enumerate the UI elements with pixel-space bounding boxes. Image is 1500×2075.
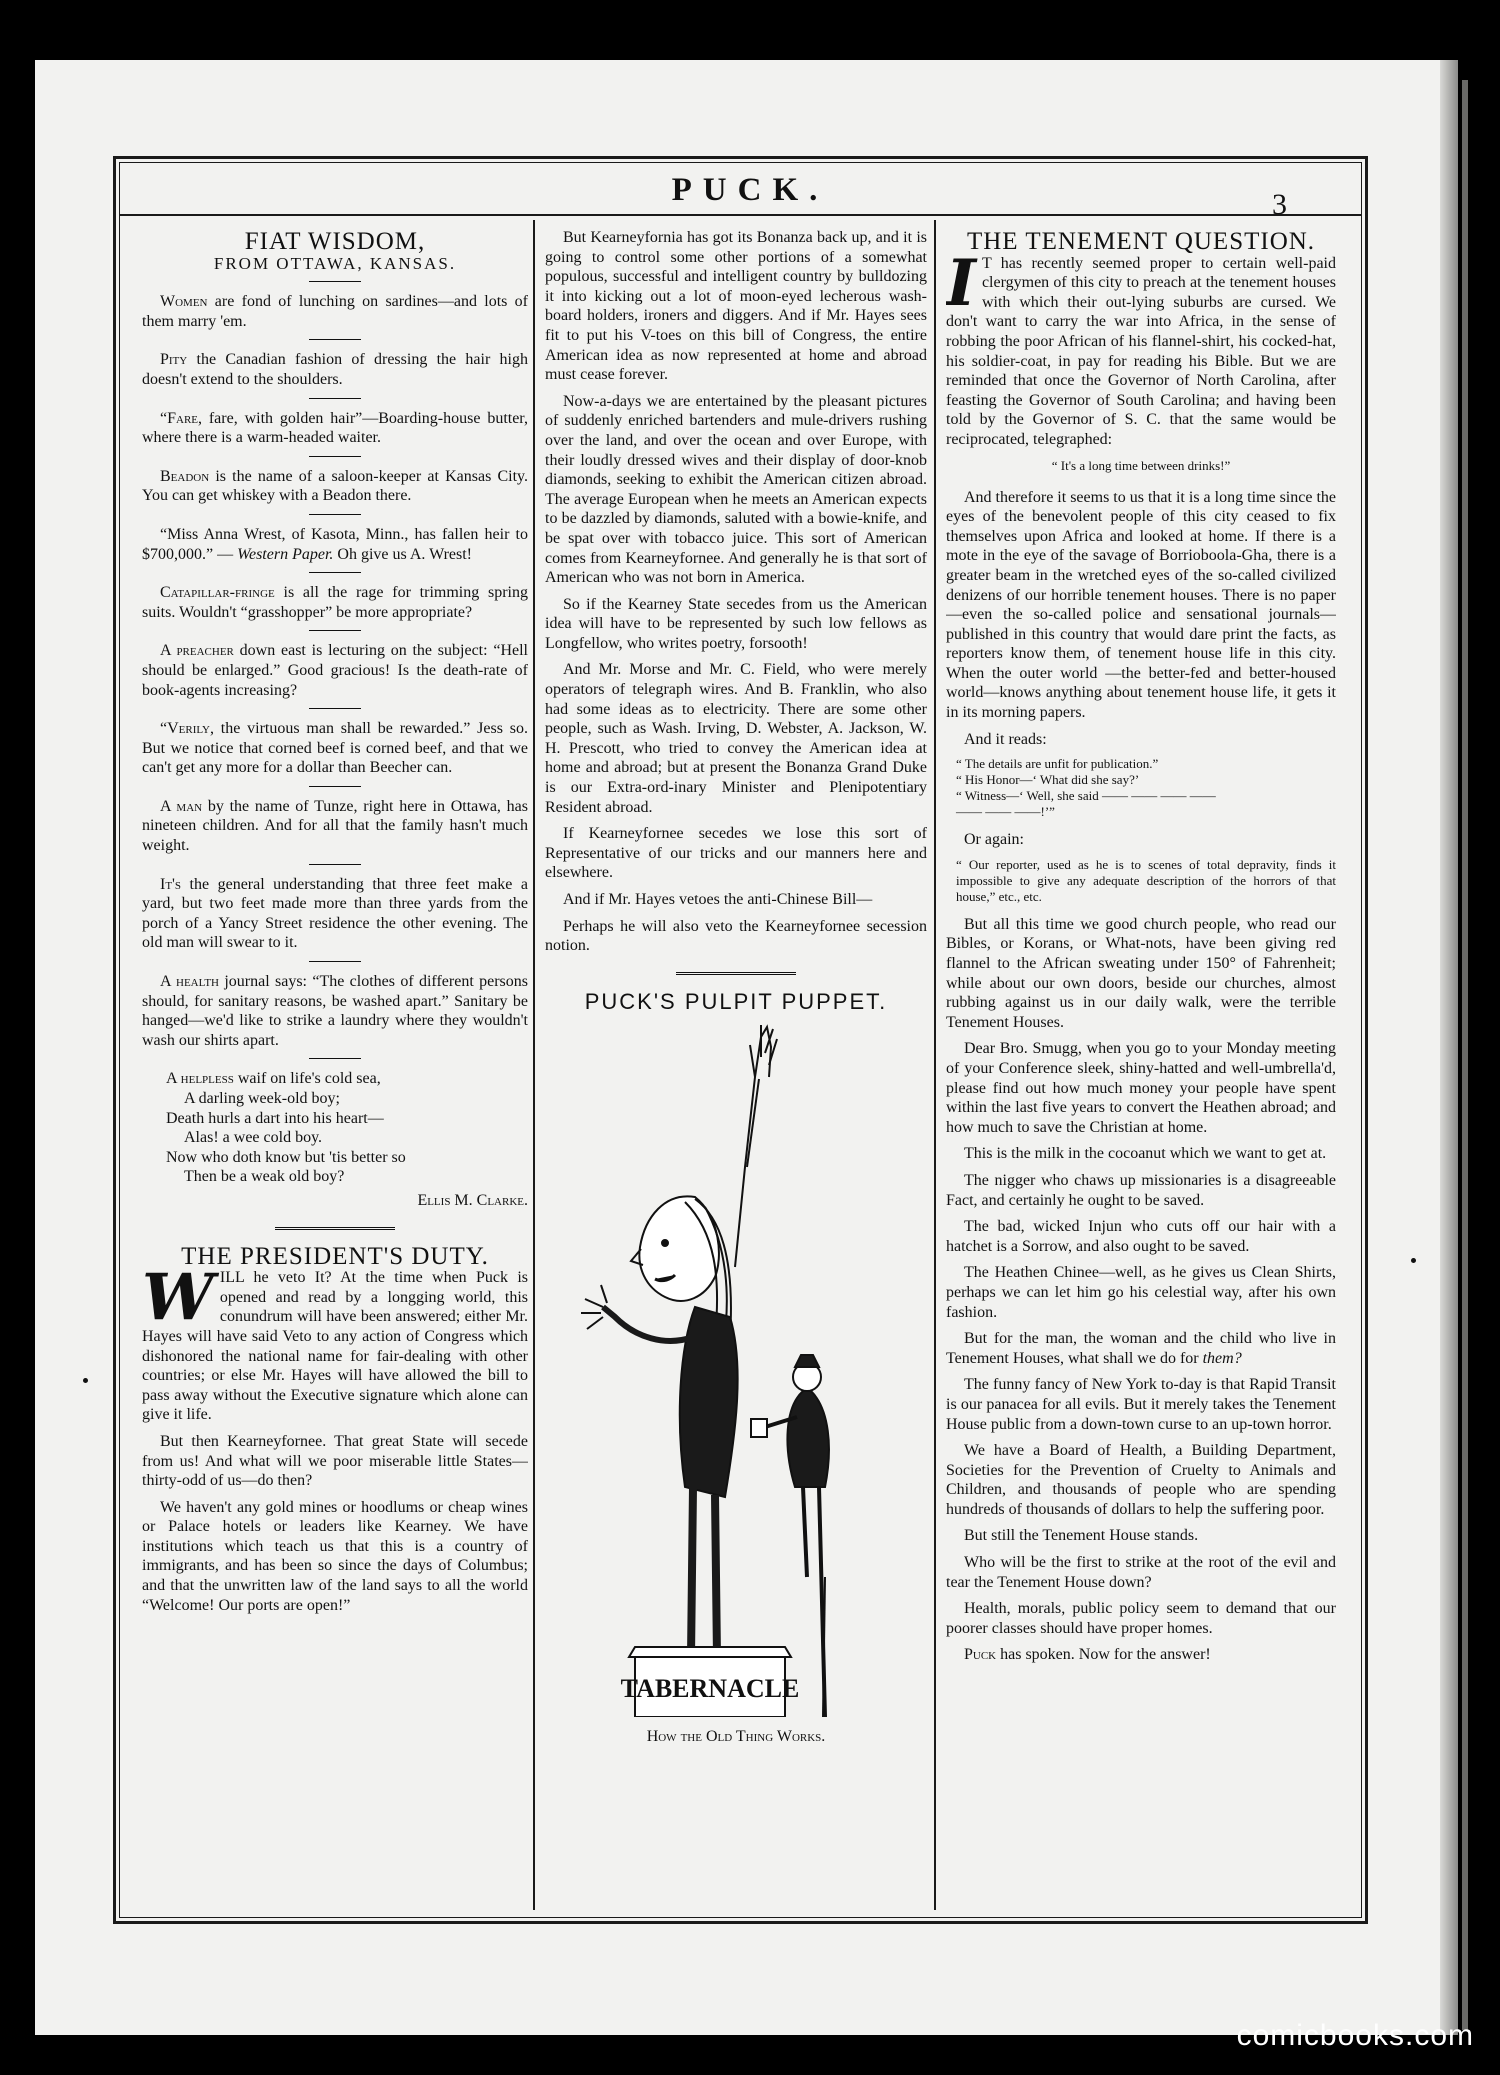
article-title-presidents-duty: THE PRESIDENT'S DUTY. <box>181 1242 489 1270</box>
poem-line: A helpless waif on life's cold sea, <box>166 1070 381 1088</box>
quote-block: “ Our reporter, used as he is to scenes of total depravity, finds it impossible to give any adequate description of the horrors of that house,” etc., etc. <box>956 856 1336 904</box>
quote-line: “ Witness—‘ Well, she said —— —— —— —— <box>956 788 1216 804</box>
drop-cap: I <box>946 245 976 321</box>
section-divider <box>676 972 796 978</box>
binding-edge <box>1462 80 1468 2030</box>
paragraph: But then Kearneyfornee. That great State will secede from us! And what will we poor miserable little States—thirty-odd of us—do then? <box>142 1432 528 1490</box>
column-3 <box>946 228 1336 1918</box>
dash-rule <box>309 1058 361 1059</box>
dash-rule <box>309 708 361 709</box>
paragraph: We have a Board of Health, a Building Department, Societies for the Prevention of Cruelty to Animals and Children, and thousands of people who are spending hundreds of thousands of dollars to help the suffering poor. <box>946 1442 1336 1518</box>
article-title-tenement-question: THE TENEMENT QUESTION. <box>966 228 1316 255</box>
quote-block <box>956 756 1336 820</box>
dash-rule <box>309 398 361 399</box>
poem-line: Death hurls a dart into his heart— <box>166 1109 384 1127</box>
header-rule <box>119 214 1362 216</box>
paragraph: WILL he veto It? At the time when Puck is opened and read by a longging world, this conundrum will have been answered; either Mr. Hayes will have said Veto to any action of Congress which dishonored the national name for fair-dealing with other countries; or else Mr. Hayes will have allowed the bill to pass away without the Executive signature which alone can give it life. <box>142 1260 528 1424</box>
paragraph: But still the Tenement House stands. <box>964 1527 1199 1545</box>
cartoon-caption: How the Old Thing Works. <box>646 1727 826 1745</box>
paragraph: A preacher down east is lecturing on the subject: “Hell should be enlarged.” Good gracious! Is the death-rate of book-agents increasing? <box>142 642 528 699</box>
watermark: comicbooks.com <box>1236 2019 1474 2052</box>
dash-rule <box>309 514 361 515</box>
column-1 <box>142 228 528 1918</box>
ink-blot <box>1411 1258 1416 1263</box>
dash-rule <box>309 630 361 631</box>
paragraph: The nigger who chaws up missionaries is a disagreeable Fact, and certainly he ought to be saved. <box>946 1171 1336 1209</box>
paragraph: “Miss Anna Wrest, of Kasota, Minn., has fallen heir to $700,000.” — Western Paper. Oh give us A. Wrest! <box>142 525 528 563</box>
article-title-fiat-wisdom: FIAT WISDOM, <box>244 228 426 255</box>
paragraph: Who will be the first to strike at the root of the evil and tear the Tenement House down? <box>946 1554 1336 1591</box>
paragraph: If Kearneyfornee secedes we lose this sort of Representative of our tricks and our manners here and elsewhere. <box>545 825 927 882</box>
paragraph: But for the man, the woman and the child who live in Tenement Houses, what shall we do for them? <box>946 1330 1336 1367</box>
page-spine <box>1440 60 1458 2035</box>
page-number: 3 <box>1272 188 1287 221</box>
ink-blot <box>83 1378 88 1383</box>
paragraph: “Verily, the virtuous man shall be rewarded.” Jess so. But we notice that corned beef is corned beef, and that we can't get any more for a dollar than Beecher can. <box>142 720 528 777</box>
poem-line: A darling week-old boy; <box>184 1090 340 1107</box>
paragraph: The funny fancy of New York to-day is that Rapid Transit is our panacea for all evils. But it merely takes the Tenement House public from a down-town curse to an up-town horror. <box>946 1376 1336 1433</box>
paragraph: The bad, wicked Injun who cuts off our hair with a hatchet is a Sorrow, and also ought to be saved. <box>946 1218 1336 1255</box>
poem-line: Then be a weak old boy? <box>184 1168 345 1186</box>
paragraph: We haven't any gold mines or hoodlums or cheap wines or Palace hotels or leaders like Kearney. We have institutions which teach us that this is a country of immigrants, and has been so since the days of Columbus; and that the unwritten law of the land says to all the world “Welcome! Our ports are open!” <box>142 1498 528 1614</box>
paragraph: It's the general understanding that three feet make a yard, but two feet made more than three yards from the porch of a Yancy Street residence the other evening. The old man will swear to it. <box>142 875 528 952</box>
paragraph: Dear Bro. Smugg, when you go to your Monday meeting of your Conference sleek, shiny-hatted and well-umbrella'd, please find out how much money your people have spent within the last five years to convert the Heathen abroad; and how much to save the Christian at home. <box>946 1040 1336 1136</box>
paragraph: Women are fond of lunching on sardines—and lots of them marry 'em. <box>142 293 528 330</box>
dash-rule <box>309 339 361 340</box>
quote-line: “ His Honor—‘ What did she say?’ <box>956 772 1140 788</box>
paragraph: And if Mr. Hayes vetoes the anti-Chinese Bill— <box>563 891 873 908</box>
pulpit-puppet-cartoon <box>545 1017 927 1717</box>
article-subtitle: FROM OTTAWA, KANSAS. <box>213 253 457 273</box>
poem <box>166 1069 528 1187</box>
paragraph: “Fare, fare, with golden hair”—Boarding-house butter, where there is a warm-headed waiter. <box>142 409 528 447</box>
paragraph: And it reads: <box>964 730 1047 748</box>
pedestal-label: TABERNACLE <box>620 1674 800 1704</box>
section-divider <box>275 1227 395 1233</box>
paragraph: A health journal says: “The clothes of different persons should, for sanitary reasons, be washed apart.” Sanitary be hanged—we'd like to strike a laundry where they wouldn't wash our shirts apart. <box>142 973 528 1049</box>
column-2 <box>545 228 927 1918</box>
cartoon-title: PUCK'S PULPIT PUPPET. <box>584 988 888 1014</box>
paragraph: But all this time we good church people, who read our Bibles, or Korans, or What-nots, have been giving red flannel to the African sweating under 150° of Fahrenheit; while about our own doors, beside our churches, almost rubbing against us in our daily walk, were the terrible Tenement Houses. <box>946 915 1336 1031</box>
column-divider-2 <box>934 220 936 1910</box>
drop-cap: W <box>142 1260 214 1336</box>
paragraph: Beadon is the name of a saloon-keeper at Kansas City. You can get whiskey with a Beadon there. <box>142 467 528 505</box>
paragraph: So if the Kearney State secedes from us the American idea will have to be represented by such low fellows as Longfellow, who writes poetry, forsooth! <box>545 595 927 652</box>
author-signature: Ellis M. Clarke. <box>417 1191 528 1209</box>
dash-rule <box>309 961 361 962</box>
column-divider-1 <box>533 220 535 1910</box>
dash-rule <box>309 456 361 457</box>
paragraph: Or again: <box>964 831 1024 849</box>
paragraph: Catapillar-fringe is all the rage for trimming spring suits. Wouldn't “grasshopper” be more appropriate? <box>142 584 528 621</box>
dash-rule <box>309 281 361 282</box>
paragraph: The Heathen Chinee—well, as he gives us Clean Shirts, perhaps we can let him go his celestial way, after his own fashion. <box>946 1264 1336 1321</box>
quote-line: —— —— ——!’” <box>956 804 1055 820</box>
paragraph: I T has recently seemed proper to certain well-paid clergymen of this city to preach at the tenement houses with which their out-lying suburbs are cursed. We don't want to carry the war into Africa, in the sense of robbing the poor African of his flannel-shirt, his cocked-hat, his soldier-coat, in pay for reading his Bible. But we are reminded that once the Governor of North Carolina, after feasting the Governor of South Carolina; and having been told by the Governor of S. C. that the same would be reciprocated, telegraphed: <box>946 245 1336 448</box>
paragraph: Puck has spoken. Now for the answer! <box>964 1646 1211 1664</box>
paragraph: Now-a-days we are entertained by the pleasant pictures of suddenly enriched bartenders and mule-drivers rushing over the land, and over the ocean and over Europe, with their loudly dressed wives and their display of door-knob diamonds, seeking to exhibit the American citizen abroad. The average European when he meets an American expects to be dazzled by diamonds, saluted with a bowie-knife, and be spat over with tobacco juice. This sort of American comes from Kearneyfornee. And generally he is that sort of American who was not born in America. <box>545 392 927 587</box>
dash-rule <box>309 572 361 573</box>
dash-rule <box>309 864 361 865</box>
quote: “ It's a long time between drinks!” <box>1051 457 1231 473</box>
quote-line: “ The details are unfit for publication.” <box>956 756 1159 772</box>
paragraph: And therefore it seems to us that it is a long time since the eyes of the benevolent people of this city ceased to fix themselves upon Africa and looked at home. If there is a mote in the eye of the savage of Borrioboola-Gha, there is a greater beam in the wretched eyes of the so-called civilized denizens of our horrible tenement houses. There is no paper—even the so-called police and sensational journals—published in this country that would dare print the facts, as reporters know them, of tenement house life in this city. When the outer world —the better-fed and better-housed world—knows anything about tenement house life, it gets it in its morning papers. <box>946 488 1336 722</box>
poem-line: Alas! a wee cold boy. <box>184 1129 323 1147</box>
paragraph: This is the milk in the cocoanut which we want to get at. <box>964 1145 1327 1163</box>
paragraph: Health, morals, public policy seem to demand that our poorer classes should have proper homes. <box>946 1600 1336 1637</box>
paragraph: Pity the Canadian fashion of dressing the hair high doesn't extend to the shoulders. <box>142 351 528 388</box>
paragraph: A man by the name of Tunze, right here in Ottawa, has nineteen children. And for all that the family hasn't much weight. <box>142 797 528 855</box>
paragraph: But Kearneyfornia has got its Bonanza back up, and it is going to control some other portions of a somewhat populous, successful and intelligent country by bulldozing it into kicking out a lot of moon-eyed lecherous wash-board holders, ironers and diggers. And if Mr. Hayes sees fit to put his V-toes on this bill of Congress, the entire American idea as now represented at home and abroad must cease forever. <box>545 229 927 384</box>
poem-line: Now who doth know but 'tis better so <box>166 1148 406 1166</box>
paragraph: Perhaps he will also veto the Kearneyfornee secession notion. <box>545 917 927 955</box>
masthead: PUCK. <box>671 172 829 208</box>
paragraph: And Mr. Morse and Mr. C. Field, who were merely operators of telegraph wires. And B. Franklin, who also had some ideas as to electricity. There are some other people, such as Wash. Irving, D. Webster, A. Jackson, W. H. Prescott, who tried to convey the American idea at home and abroad; but at present the Bonanza Grand Duke is our Extra-ord-inary Minister and Plenipotentiary Resident abroad. <box>545 661 927 816</box>
dash-rule <box>309 786 361 787</box>
